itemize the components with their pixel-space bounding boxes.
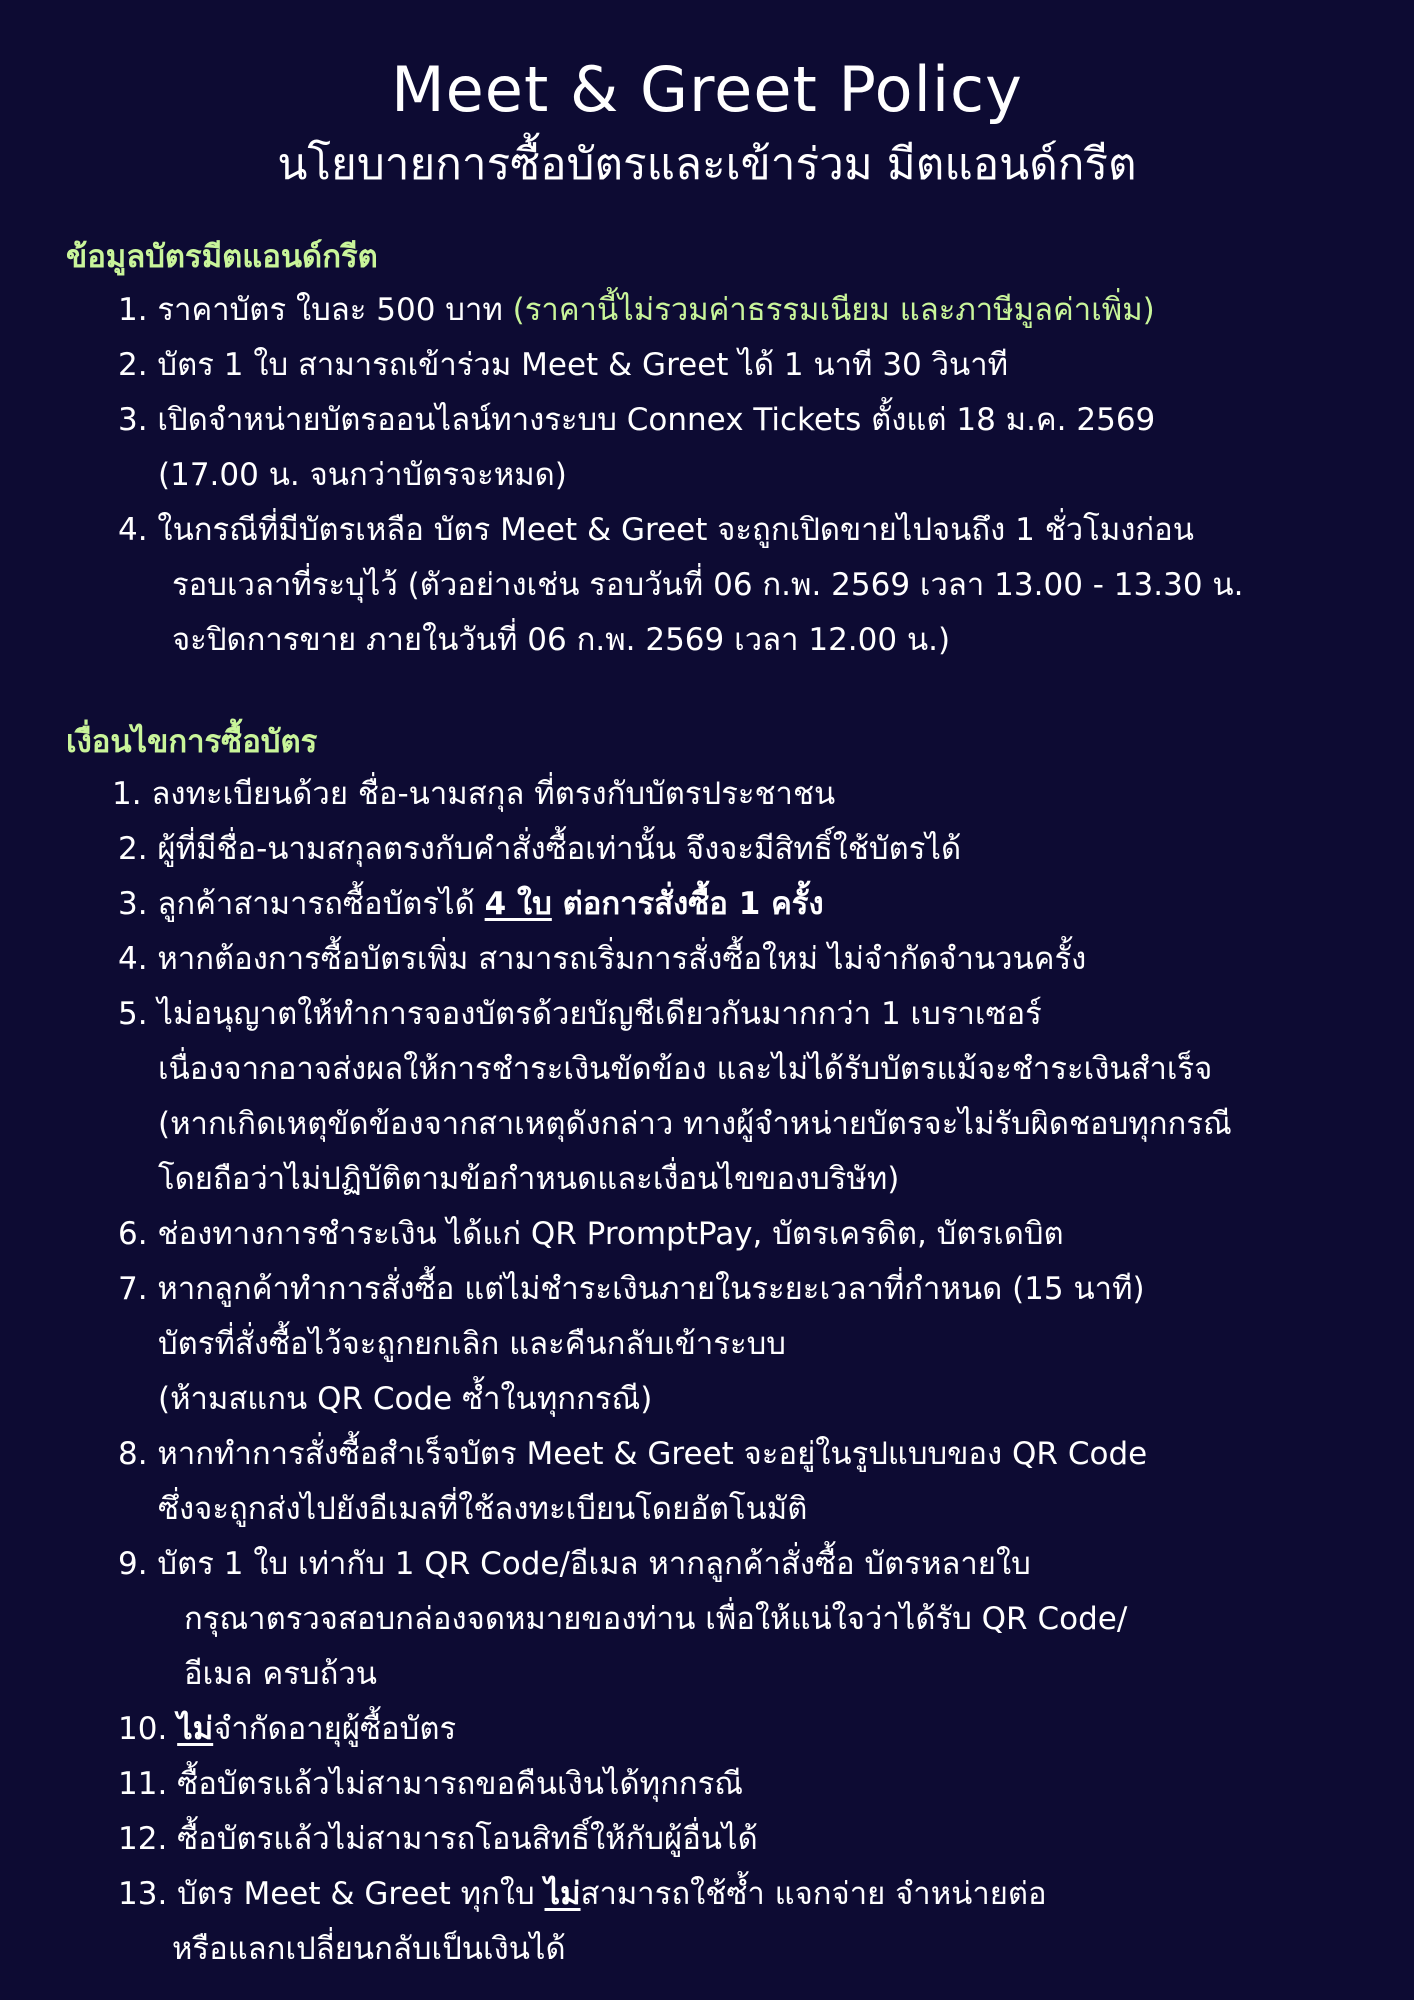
condition-item-3-limit: 4 ใบ	[484, 886, 552, 922]
ticket-info-item-1	[118, 283, 1155, 338]
ticket-info-item-3-line2: (17.00 น. จนกว่าบัตรจะหมด)	[158, 457, 567, 493]
condition-item-13-text: 13. บัตร Meet & Greet ทุกใบ	[118, 1876, 545, 1912]
condition-item-6: 6. ช่องทางการชำระเงิน ได้แก่ QR PromptPay, บัตรเครดิต, บัตรเดบิต	[118, 1216, 1064, 1252]
condition-item-10	[118, 1702, 456, 1757]
ticket-price-note: (ราคานี้ไม่รวมค่าธรรมเนียม และภาษีมูลค่าเพิ่ม)	[512, 292, 1155, 328]
section-heading-ticket-info: ข้อมูลบัตรมีตแอนด์กรีต	[66, 239, 378, 275]
condition-item-3	[118, 877, 824, 932]
ticket-info-item-4-line1: 4. ในกรณีที่มีบัตรเหลือ บัตร Meet & Greet จะถูกเปิดขายไปจนถึง 1 ชั่วโมงก่อน	[118, 512, 1194, 548]
ticket-info-item-4-line2: รอบเวลาที่ระบุไว้ (ตัวอย่างเช่น รอบวันที่ 06 ก.พ. 2569 เวลา 13.00 - 13.30 น.	[172, 567, 1244, 603]
condition-item-10-emphasis: ไม่	[177, 1711, 214, 1747]
condition-item-3-emphasis: ต่อการสั่งซื้อ 1 ครั้ง	[551, 886, 824, 922]
condition-item-9-line1: 9. บัตร 1 ใบ เท่ากับ 1 QR Code/อีเมล หากลูกค้าสั่งซื้อ บัตรหลายใบ	[118, 1546, 1031, 1582]
condition-item-12: 12. ซื้อบัตรแล้วไม่สามารถโอนสิทธิ์ให้กับผู้อื่นได้	[118, 1821, 758, 1857]
condition-item-5-line4: โดยถือว่าไม่ปฏิบัติตามข้อกำหนดและเงื่อนไขของบริษัท)	[158, 1161, 900, 1197]
condition-item-5-line2: เนื่องจากอาจส่งผลให้การชำระเงินขัดข้อง และไม่ได้รับบัตรแม้จะชำระเงินสำเร็จ	[158, 1051, 1213, 1087]
condition-item-7-line3: (ห้ามสแกน QR Code ซ้ำในทุกกรณี)	[158, 1381, 653, 1417]
condition-item-1: 1. ลงทะเบียนด้วย ชื่อ-นามสกุล ที่ตรงกับบัตรประชาชน	[112, 776, 836, 812]
condition-item-13-line2: หรือแลกเปลี่ยนกลับเป็นเงินได้	[172, 1931, 566, 1967]
condition-item-13-text-rest: สามารถใช้ซ้ำ แจกจ่าย จำหน่ายต่อ	[580, 1876, 1047, 1912]
condition-item-7-line2: บัตรที่สั่งซื้อไว้จะถูกยกเลิก และคืนกลับเข้าระบบ	[158, 1326, 786, 1362]
condition-item-13-line1	[118, 1867, 1047, 1922]
condition-item-10-text: จำกัดอายุผู้ซื้อบัตร	[213, 1711, 457, 1747]
condition-item-10-number: 10.	[118, 1711, 178, 1747]
condition-item-8-line1: 8. หากทำการสั่งซื้อสำเร็จบัตร Meet & Greet จะอยู่ในรูปแบบของ QR Code	[118, 1436, 1148, 1472]
condition-item-8-line2: ซึ่งจะถูกส่งไปยังอีเมลที่ใช้ลงทะเบียนโดยอัตโนมัติ	[158, 1491, 808, 1527]
condition-item-7-line1: 7. หากลูกค้าทำการสั่งซื้อ แต่ไม่ชำระเงินภายในระยะเวลาที่กำหนด (15 นาที)	[118, 1271, 1145, 1307]
condition-item-9-line2: กรุณาตรวจสอบกล่องจดหมายของท่าน เพื่อให้แน่ใจว่าได้รับ QR Code/	[184, 1601, 1128, 1637]
page-subtitle: นโยบายการซื้อบัตรและเข้าร่วม มีตแอนด์กรีต	[277, 139, 1137, 190]
section-heading-purchase-conditions: เงื่อนไขการซื้อบัตร	[66, 724, 318, 760]
condition-item-4: 4. หากต้องการซื้อบัตรเพิ่ม สามารถเริ่มการสั่งซื้อใหม่ ไม่จำกัดจำนวนครั้ง	[118, 941, 1087, 977]
ticket-info-item-4-line3: จะปิดการขาย ภายในวันที่ 06 ก.พ. 2569 เวลา 12.00 น.)	[172, 622, 951, 658]
condition-item-9-line3: อีเมล ครบถ้วน	[184, 1656, 377, 1692]
ticket-info-item-3-line1: 3. เปิดจำหน่ายบัตรออนไลน์ทางระบบ Connex Tickets ตั้งแต่ 18 ม.ค. 2569	[118, 402, 1156, 438]
ticket-price-text: 1. ราคาบัตร ใบละ 500 บาท	[118, 292, 513, 328]
ticket-info-item-2: 2. บัตร 1 ใบ สามารถเข้าร่วม Meet & Greet ได้ 1 นาที 30 วินาที	[118, 347, 1009, 383]
condition-item-2: 2. ผู้ที่มีชื่อ-นามสกุลตรงกับคำสั่งซื้อเท่านั้น จึงจะมีสิทธิ์ใช้บัตรได้	[118, 831, 962, 867]
condition-item-5-line3: (หากเกิดเหตุขัดข้องจากสาเหตุดังกล่าว ทางผู้จำหน่ายบัตรจะไม่รับผิดชอบทุกกรณี	[158, 1106, 1232, 1142]
page-title: Meet & Greet Policy	[391, 53, 1023, 126]
condition-item-3-text: 3. ลูกค้าสามารถซื้อบัตรได้	[118, 886, 485, 922]
condition-item-13-emphasis: ไม่	[544, 1876, 581, 1912]
condition-item-5-line1: 5. ไม่อนุญาตให้ทำการจองบัตรด้วยบัญชีเดียวกันมากกว่า 1 เบราเซอร์	[118, 996, 1042, 1032]
condition-item-11: 11. ซื้อบัตรแล้วไม่สามารถขอคืนเงินได้ทุกกรณี	[118, 1766, 744, 1802]
